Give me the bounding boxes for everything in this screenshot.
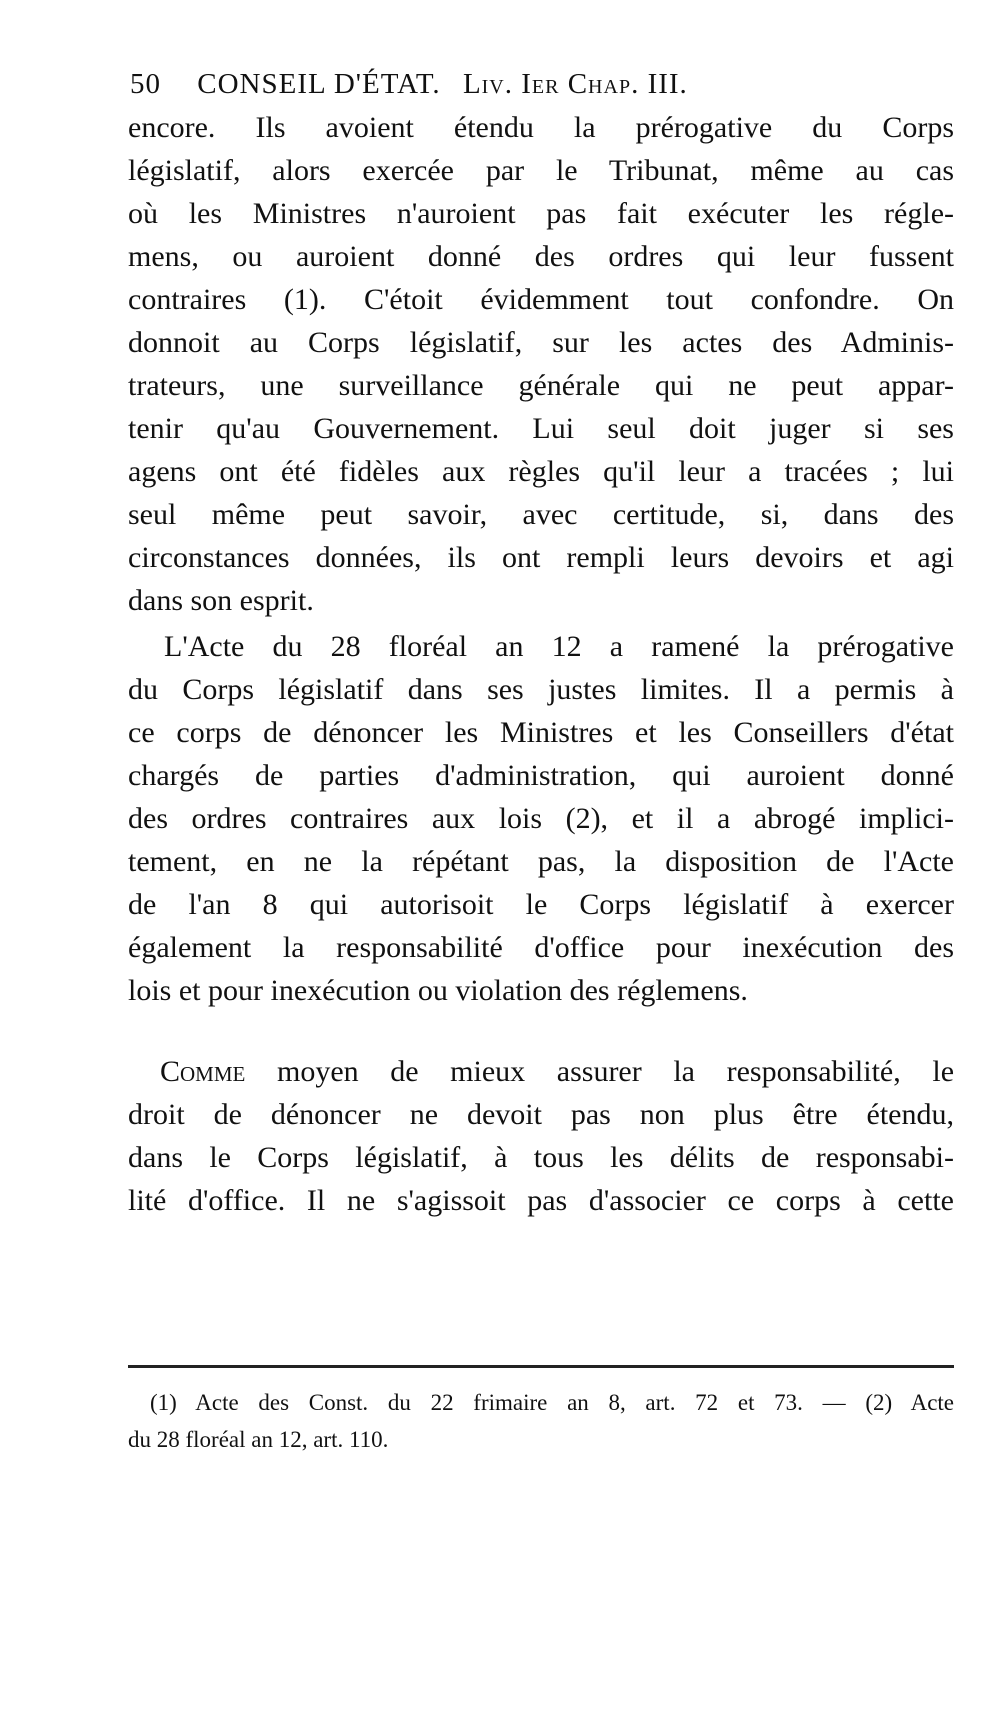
text-line: lois et pour inexécution ou violation des réglemens.: [128, 974, 748, 1007]
text-line: tenir qu'au Gouvernement. Lui seul doit juger si ses: [128, 412, 954, 445]
text-line: dans le Corps législatif, à tous les délits de responsabi-: [128, 1141, 954, 1174]
text-line: également la responsabilité d'office pour inexécution des: [128, 931, 954, 964]
text-line: de l'an 8 qui autorisoit le Corps législatif à exercer: [128, 888, 954, 921]
running-head: [130, 68, 870, 108]
text-line: où les Ministres n'auroient pas fait exécuter les régle-: [128, 197, 954, 230]
first-line-rest: moyen de mieux assurer la responsabilité, le: [276, 1055, 955, 1088]
text-line: donnoit au Corps législatif, sur les actes des Adminis-: [128, 326, 954, 359]
footnote-line: du 28 floréal an 12, art. 110.: [128, 1427, 389, 1452]
text-line: mens, ou auroient donné des ordres qui leur fussent: [128, 240, 954, 273]
text-line: agens ont été fidèles aux règles qu'il leur a tracées ; lui: [128, 455, 954, 488]
page-number: 50: [130, 68, 161, 100]
footnote-line: (1) Acte des Const. du 22 frimaire an 8, art. 72 et 73. — (2) Acte: [150, 1390, 954, 1415]
text-line: seul même peut savoir, avec certitude, si, dans des: [128, 498, 954, 531]
text-line: du Corps législatif dans ses justes limites. Il a permis à: [128, 673, 954, 706]
text-line: contraires (1). C'étoit évidemment tout confondre. On: [128, 283, 954, 316]
footnote-rule: [128, 1365, 954, 1368]
text-line: des ordres contraires aux lois (2), et il a abrogé implici-: [128, 802, 954, 835]
running-head-title: CONSEIL D'ÉTAT.: [197, 68, 441, 100]
text-line: circonstances données, ils ont rempli leurs devoirs et agi: [128, 541, 954, 574]
text-line: [160, 1052, 954, 1092]
text-line: lité d'office. Il ne s'agissoit pas d'associer ce corps à cette: [128, 1184, 954, 1217]
text-line: encore. Ils avoient étendu la prérogative du Corps: [128, 111, 954, 144]
text-line: chargés de parties d'administration, qui auroient donné: [128, 759, 954, 792]
text-line: ce corps de dénoncer les Ministres et les Conseillers d'état: [128, 716, 954, 749]
text-line: trateurs, une surveillance générale qui ne peut appar-: [128, 369, 954, 402]
text-line: législatif, alors exercée par le Tribunat, même au cas: [128, 154, 954, 187]
text-line: dans son esprit.: [128, 584, 314, 617]
text-line: L'Acte du 28 floréal an 12 a ramené la prérogative: [164, 630, 954, 663]
running-head-chapter: Liv. Ier Chap. III.: [462, 68, 688, 100]
lead-word: Comme: [160, 1055, 246, 1088]
text-line: tement, en ne la répétant pas, la disposition de l'Acte: [128, 845, 954, 878]
text-line: droit de dénoncer ne devoit pas non plus être étendu,: [128, 1098, 954, 1131]
